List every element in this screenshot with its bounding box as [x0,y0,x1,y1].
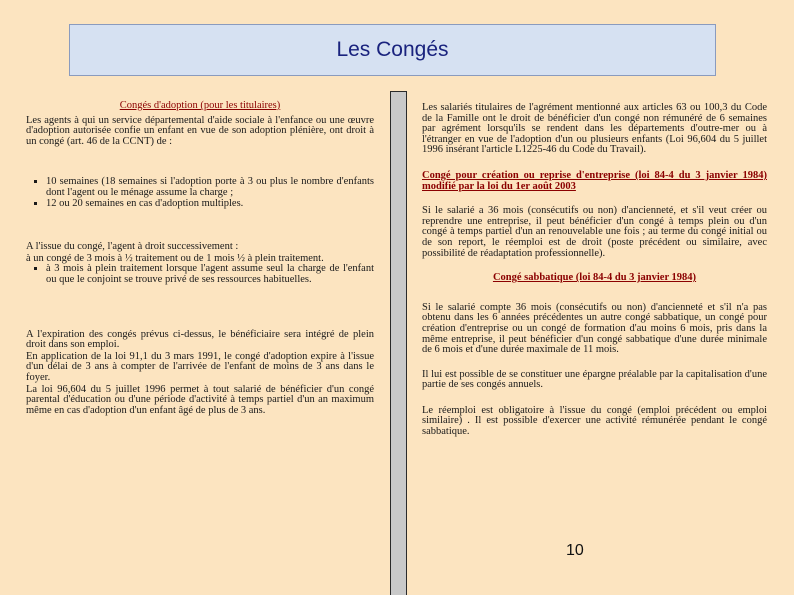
page-number: 10 [566,542,584,559]
left-column [26,101,374,416]
list-item: ▪ 10 semaines (18 semaines si l'adoption porte à 3 ou plus le nombre d'enfants dont l'agent ou le ménage assume la charge ; [46,177,374,198]
list-item: ▪ à 3 mois à plein traitement lorsque l'agent assume seul la charge de l'enfant ou que le conjoint se trouve privé de ses ressources habituelles. [46,264,374,285]
creation-entreprise-heading: Congé pour création ou reprise d'entreprise (loi 84-4 du 3 janvier 1984) modifié par la loi du 1er août 2003 [422,169,767,192]
issue-list [26,264,374,285]
expiration-paragraph: A l'expiration des congés prévus ci-dessus, le bénéficiaire sera intégré de plein droit dans son emploi. [26,328,374,351]
sabbatique-heading: Congé sabbatique (loi 84-4 du 3 janvier 1984) [492,272,697,284]
adoption-intro: Les agents à qui un service départemental d'aide sociale à l'enfance ou une œuvre d'adoption autorisée confie un enfant en vue de son adoption plénière, ont droit à un congé (art. 46 de la CCNT) de : [26,114,374,147]
right-column [422,103,767,438]
issue-line-1: A l'issue du congé, l'agent à droit successivement : [26,241,239,253]
creation-entreprise-paragraph: Si le salarié a 36 mois (consécutifs ou non) d'ancienneté, et s'il veut créer ou reprendre une entreprise, il peut bénéficier d'un congé à temps plein ou d'un congé à temps partiel d'un an renouvelable une fois ; au terme du congé initial ou de son report, le réemploi est de droit (poste précédent ou similaire, avec possibilité de réadaptation professionnelle). [422,205,767,259]
title-banner [69,24,716,76]
reemploi-paragraph: Le réemploi est obligatoire à l'issue du congé (emploi précédent ou emploi similaire) . Il est possible d'exercer une activité rémunérée pendant le congé sabbatique. [422,404,767,438]
sabbatique-paragraph: Si le salarié compte 36 mois (consécutifs ou non) d'ancienneté et s'il n'a pas obtenu dans les 6 années précédentes un autre congé sabbatique, un congé pour création d'entreprise ou un congé de formation d'au moins 6 mois, pris dans la même entreprise, il peut bénéficier d'un congé sabbatique d'une durée minimale de 6 mois et d'une durée maximale de 11 mois. [422,301,767,356]
issue-line-2: à un congé de 3 mois à ½ traitement ou de 1 mois ½ à plein traitement. [26,252,324,264]
law-1991-paragraph: En application de la loi 91,1 du 3 mars 1991, le congé d'adoption expire à l'issue d'un délai de 3 ans à compter de l'arrivée de l'enfant de moins de 3 ans dans le foyer. [26,350,374,383]
page-title: Les Congés [336,38,449,61]
epargne-paragraph: Il lui est possible de se constituer une épargne préalable par la capitalisation d'une partie de ses congés annuels. [422,368,767,391]
agrement-paragraph: Les salariés titulaires de l'agrément mentionné aux articles 63 ou 100,3 du Code de la Famille ont le droit de bénéficier d'un congé non rémunéré de 6 semaines par agrément lorsqu'ils se rendent dans les départements d'outre-mer ou à l'étranger en vue de l'adoption d'un ou plusieurs enfants (Loi 96,604 du 5 juillet 1996 insérant l'article L1225-46 du Code du Travail). [422,102,767,156]
adoption-heading: Congés d'adoption (pour les titulaires) [119,100,281,111]
law-1996-paragraph: La loi 96,604 du 5 juillet 1996 permet à tout salarié de bénéficier d'un congé parental d'éducation ou d'une période d'activité à temps partiel d'un an maximum même en cas d'adoption d'un enfant âgé de plus de 3 ans. [26,383,374,416]
adoption-duration-list [26,177,374,209]
column-divider [390,91,407,595]
list-item: ▪ 12 ou 20 semaines en cas d'adoption multiples. [46,199,374,210]
